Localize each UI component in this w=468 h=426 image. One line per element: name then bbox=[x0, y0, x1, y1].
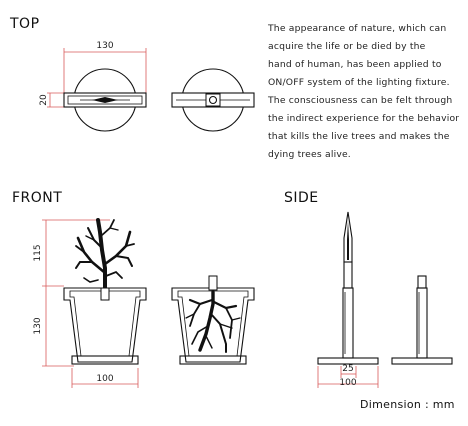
front-pot-with-roots bbox=[172, 276, 254, 364]
dimension-unit-note: Dimension : mm bbox=[360, 398, 455, 411]
top-width-label: 130 bbox=[96, 41, 114, 51]
side-view-dimensions bbox=[318, 364, 378, 388]
top-view-title: TOP bbox=[10, 16, 40, 32]
top-view-left bbox=[39, 41, 146, 131]
description-line: acquire the life or be died by the bbox=[268, 41, 426, 52]
front-pot-base-right bbox=[180, 356, 246, 364]
front-width-label: 100 bbox=[96, 374, 114, 384]
front-pot-inner bbox=[70, 291, 140, 356]
side-view-plain bbox=[392, 276, 452, 364]
side-stem-label: 25 bbox=[342, 364, 354, 374]
front-tree-socket bbox=[101, 288, 109, 300]
front-view-dimensions bbox=[33, 220, 138, 388]
live-tree bbox=[76, 220, 134, 290]
side-view-with-tree bbox=[318, 212, 378, 364]
front-pot-base bbox=[72, 356, 138, 364]
top-knob-housing bbox=[206, 94, 220, 106]
description-line: ON/OFF system of the lighting fixture. bbox=[268, 77, 450, 88]
description-line: The appearance of nature, which can bbox=[268, 23, 447, 34]
front-view-title: FRONT bbox=[12, 190, 63, 206]
side-socket bbox=[344, 262, 352, 288]
side-stem bbox=[343, 288, 353, 358]
side-socket-right bbox=[418, 276, 426, 288]
description-line: dying trees alive. bbox=[268, 149, 351, 160]
description-line: that kills the live trees and makes the bbox=[268, 131, 450, 142]
description-line: The consciousness can be felt through bbox=[268, 95, 453, 106]
description-line: hand of human, has been applied to bbox=[268, 59, 442, 70]
description-line: the indirect experience for the behavior bbox=[268, 113, 460, 124]
pot-height-label: 130 bbox=[33, 317, 43, 335]
front-pot-with-tree bbox=[64, 220, 146, 364]
top-view-right bbox=[172, 69, 254, 131]
inverted-tree-roots bbox=[186, 292, 240, 352]
front-root-socket bbox=[209, 276, 217, 290]
side-base-right bbox=[392, 358, 452, 364]
top-height-label: 20 bbox=[39, 94, 49, 106]
side-stem-right bbox=[417, 288, 427, 358]
side-width-label: 100 bbox=[339, 378, 357, 388]
tree-height-label: 115 bbox=[33, 244, 43, 262]
side-view-title: SIDE bbox=[284, 190, 319, 206]
